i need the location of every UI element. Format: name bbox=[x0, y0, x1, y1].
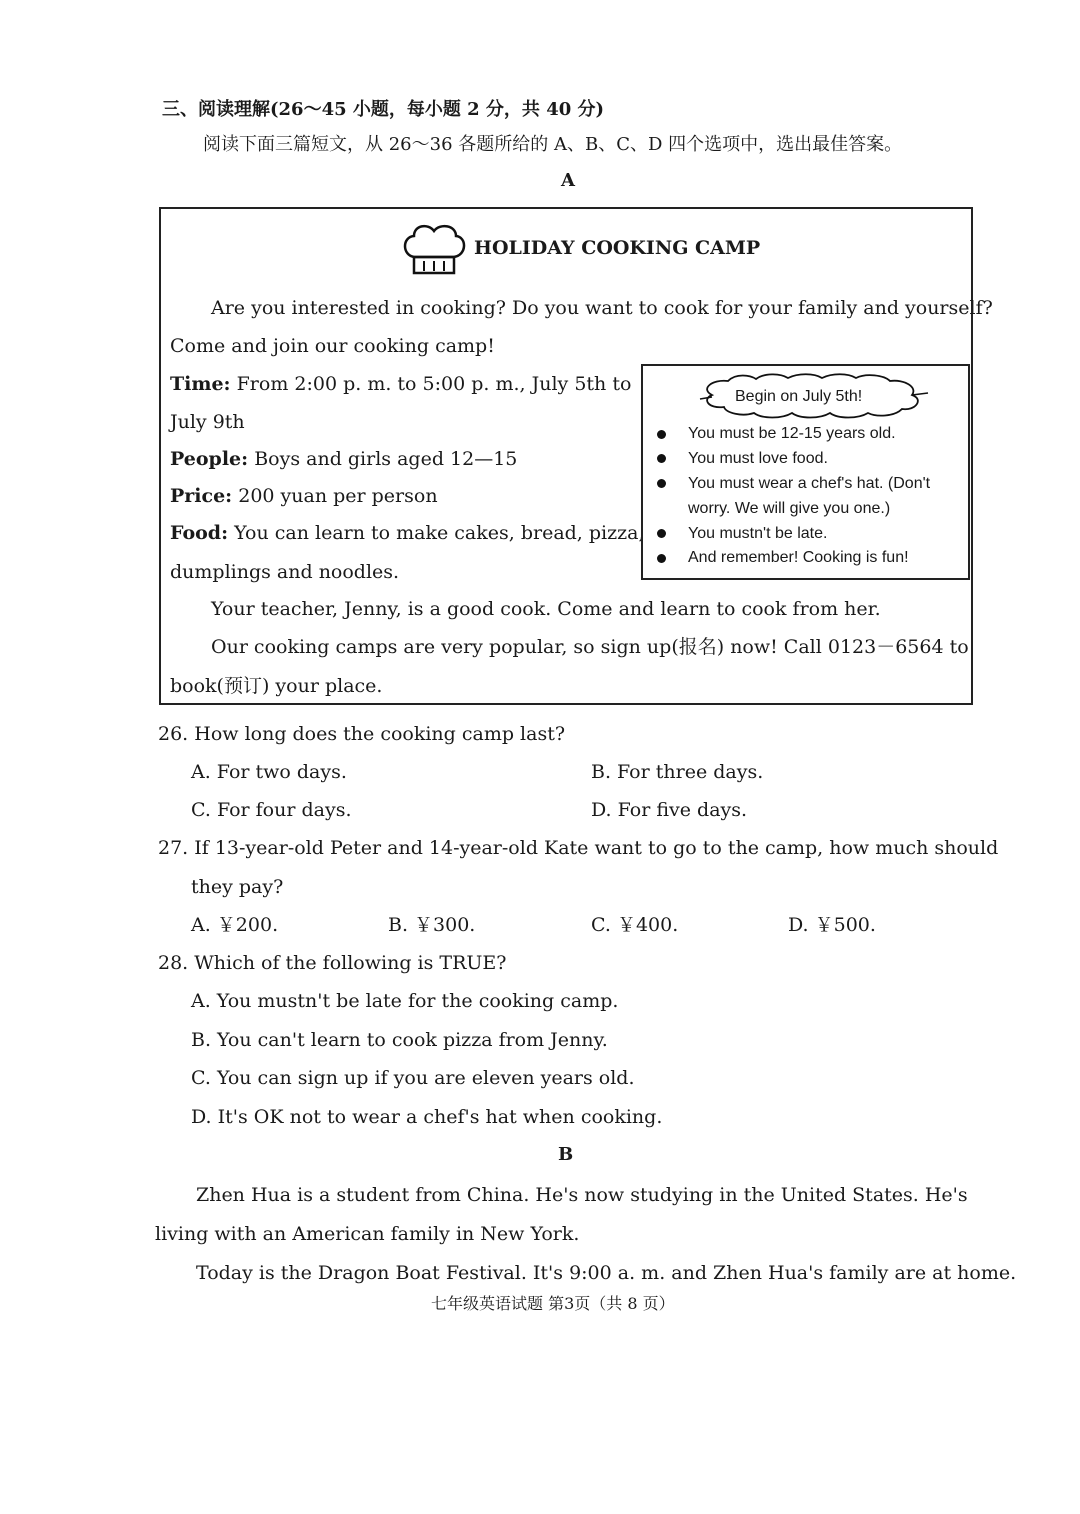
q26-option-d: D. For five days. bbox=[591, 799, 748, 821]
bullet-dot bbox=[657, 454, 666, 463]
q28-option-c: C. You can sign up if you are eleven years old. bbox=[191, 1067, 635, 1089]
time-row bbox=[170, 372, 631, 396]
q28-option-a: A. You mustn't be late for the cooking camp. bbox=[191, 990, 619, 1012]
q26-option-b: B. For three days. bbox=[591, 761, 764, 783]
q27-stem: 27. If 13-year-old Peter and 14-year-old Kate want to go to the camp, how much should bbox=[158, 837, 999, 859]
price-value: 200 yuan per person bbox=[238, 485, 438, 507]
cloud-text: Begin on July 5th! bbox=[735, 388, 863, 405]
people-value: Boys and girls aged 12—15 bbox=[254, 448, 518, 470]
food-label: Food: bbox=[170, 522, 229, 544]
chef-hat-icon bbox=[400, 221, 468, 277]
q28-option-d: D. It's OK not to wear a chef's hat when cooking. bbox=[191, 1106, 663, 1128]
bullet-dot bbox=[657, 430, 666, 439]
passage-b-line1: Zhen Hua is a student from China. He's now studying in the United States. He's bbox=[196, 1184, 968, 1206]
passage-a-letter: A bbox=[561, 170, 575, 191]
q28-stem: 28. Which of the following is TRUE? bbox=[158, 952, 507, 974]
q27-option-a: A. ￥200. bbox=[191, 914, 279, 936]
rule-2: You must love food. bbox=[688, 450, 828, 467]
price-label: Price: bbox=[170, 485, 233, 507]
signup-line2: book(预订) your place. bbox=[170, 675, 383, 697]
people-row bbox=[170, 447, 517, 471]
food-value: You can learn to make cakes, bread, pizza, bbox=[234, 522, 645, 544]
page-footer: 七年级英语试题 第3页（共 8 页） bbox=[431, 1294, 675, 1313]
bullet-dot bbox=[657, 529, 666, 538]
food-row bbox=[170, 521, 645, 545]
rule-5: And remember! Cooking is fun! bbox=[688, 549, 909, 566]
q26-option-c: C. For four days. bbox=[191, 799, 352, 821]
section-title: 三、阅读理解(26～45 小题，每小题 2 分，共 40 分) bbox=[162, 99, 605, 120]
time-value-cont: July 9th bbox=[170, 411, 245, 433]
passage-b-line3: Today is the Dragon Boat Festival. It's 9:00 a. m. and Zhen Hua's family are at home. bbox=[196, 1262, 1017, 1284]
price-row bbox=[170, 484, 438, 508]
ad-intro-line1: Are you interested in cooking? Do you want to cook for your family and yourself? bbox=[211, 297, 993, 319]
rule-3: You must wear a chef's hat. (Don't bbox=[688, 475, 931, 492]
section-instruction: 阅读下面三篇短文，从 26～36 各题所给的 A、B、C、D 四个选项中，选出最佳答案。 bbox=[203, 134, 903, 155]
time-label: Time: bbox=[170, 373, 231, 395]
ad-title: HOLIDAY COOKING CAMP bbox=[474, 237, 761, 259]
teacher-line: Your teacher, Jenny, is a good cook. Come and learn to cook from her. bbox=[211, 598, 881, 620]
rule-1: You must be 12-15 years old. bbox=[688, 425, 896, 442]
time-value: From 2:00 p. m. to 5:00 p. m., July 5th to bbox=[236, 373, 632, 395]
q27-stem-cont: they pay? bbox=[191, 876, 284, 898]
bullet-dot bbox=[657, 554, 666, 563]
rule-3-cont: worry. We will give you one.) bbox=[688, 500, 891, 517]
ad-intro-line2: Come and join our cooking camp! bbox=[170, 335, 495, 357]
food-value-cont: dumplings and noodles. bbox=[170, 561, 400, 583]
bullet-dot bbox=[657, 479, 666, 488]
signup-line1: Our cooking camps are very popular, so sign up(报名) now! Call 0123－6564 to bbox=[211, 636, 969, 658]
passage-b-line2: living with an American family in New York. bbox=[155, 1223, 580, 1245]
passage-b-letter: B bbox=[558, 1144, 574, 1165]
rule-4: You mustn't be late. bbox=[688, 525, 828, 542]
q26-stem: 26. How long does the cooking camp last? bbox=[158, 723, 566, 745]
q28-option-b: B. You can't learn to cook pizza from Jenny. bbox=[191, 1029, 608, 1051]
q27-option-c: C. ￥400. bbox=[591, 914, 679, 936]
q27-option-b: B. ￥300. bbox=[388, 914, 476, 936]
people-label: People: bbox=[170, 448, 249, 470]
q27-option-d: D. ￥500. bbox=[788, 914, 876, 936]
q26-option-a: A. For two days. bbox=[191, 761, 347, 783]
